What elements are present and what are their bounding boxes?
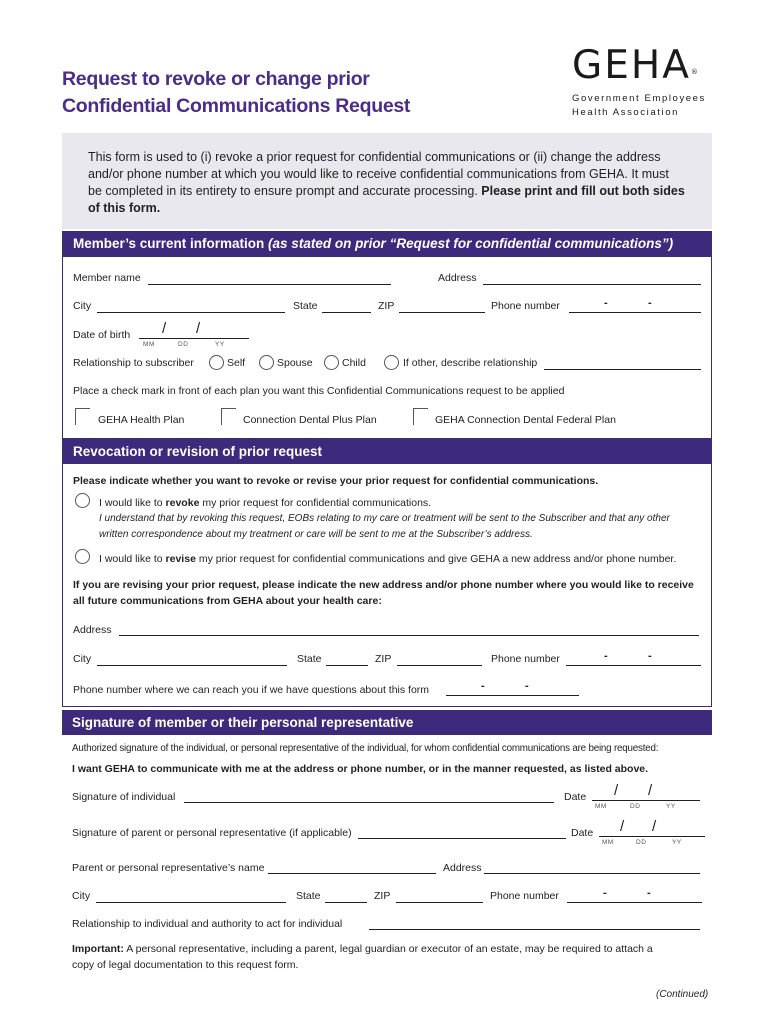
date-slash: /: [162, 320, 167, 337]
child-label: Child: [342, 357, 366, 369]
rep-city-label: City: [72, 890, 91, 902]
member-address-field[interactable]: [483, 284, 701, 285]
new-zip-field[interactable]: [397, 665, 482, 666]
member-heading-note: (as stated on prior “Request for confidential communications”): [268, 236, 674, 251]
intro-bold-text: Please print and fill out both sides of this form.: [88, 184, 685, 215]
important-label: Important:: [72, 943, 124, 955]
authorized-text: Authorized signature of the individual, or personal representative of the individual, for whom confidential communications are being requested:: [72, 743, 659, 754]
phone-dash: -: [648, 297, 652, 309]
reach-phone-label: Phone number where we can reach you if we have questions about this form: [73, 684, 430, 696]
other-relationship-field[interactable]: [544, 369, 701, 370]
member-info-section: [62, 231, 712, 439]
plan-checkbox-health[interactable]: [75, 408, 90, 425]
new-city-label: City: [73, 653, 92, 665]
revoke-note-1: I understand that by revoking this request, EOBs relating to my care or treatment will be sent to the Subscriber and that any other: [99, 513, 670, 524]
sig-parent-date-label: Date: [571, 827, 594, 839]
option-revise-word: revise: [165, 553, 196, 565]
intro-box: [62, 133, 712, 229]
new-phone-label: Phone number: [491, 653, 560, 665]
rep-name-field[interactable]: [268, 873, 436, 874]
rep-phone-label: Phone number: [490, 890, 559, 902]
signature-section: [62, 710, 712, 980]
plan-checkbox-dental-federal[interactable]: [413, 408, 428, 425]
dob-label: Date of birth: [73, 329, 131, 341]
parent-dd-hint: DD: [636, 839, 647, 846]
new-city-field[interactable]: [97, 665, 287, 666]
plan-label-dental-federal: GEHA Connection Dental Federal Plan: [435, 414, 616, 426]
parent-mm-hint: MM: [602, 839, 614, 846]
dob-field[interactable]: [139, 338, 249, 339]
plan-instruction: Place a check mark in front of each plan you want this Confidential Communications request to be applied: [73, 385, 565, 397]
phone-dash: -: [647, 887, 651, 899]
new-phone-field[interactable]: [566, 665, 701, 666]
revising-part: your prior request, please indicate the new address and/or phone number where you would like to receive: [162, 579, 694, 591]
phone-dash: -: [648, 650, 652, 662]
member-heading-text: Member’s current information: [73, 236, 265, 251]
rep-relationship-label: Relationship to individual and authority to act for individual: [72, 918, 343, 930]
revising-instruction: [73, 577, 694, 594]
member-info-heading: [63, 231, 711, 257]
sig-individual-field[interactable]: [184, 802, 554, 803]
date-slash: /: [620, 818, 625, 835]
phone-dash: -: [604, 297, 608, 309]
want-text: I want GEHA to communicate with me at the address or phone number, or in the manner requested, as listed above.: [72, 763, 649, 775]
date-slash: /: [196, 320, 201, 337]
dob-dd-hint: DD: [178, 341, 189, 348]
revocation-instruction: [73, 473, 598, 490]
option-text-part: I would like to: [99, 553, 166, 565]
new-address-field[interactable]: [119, 635, 699, 636]
option-text-part: my prior request for confidential communications.: [199, 497, 432, 509]
instruction-part: Please indicate whether you want to: [73, 475, 257, 487]
revising-instruction-2: all future communications from GEHA about your health care:: [73, 595, 382, 607]
title-line-1: Request to revoke or change prior: [62, 68, 370, 90]
spouse-radio[interactable]: [259, 355, 274, 370]
rep-relationship-field[interactable]: [369, 929, 700, 930]
logo-subtitle-1: Government Employees: [572, 93, 706, 104]
date-slash: /: [648, 782, 653, 799]
new-state-label: State: [297, 653, 322, 665]
revise-option-text: [99, 551, 676, 568]
self-radio[interactable]: [209, 355, 224, 370]
instruction-revoke: revoke: [256, 475, 291, 487]
member-city-field[interactable]: [97, 312, 285, 313]
member-zip-field[interactable]: [399, 312, 485, 313]
sig-individual-date-field[interactable]: [592, 800, 700, 801]
plan-label-dental-plus: Connection Dental Plus Plan: [243, 414, 377, 426]
sig-dd-hint: DD: [630, 803, 641, 810]
revising-word: revising: [122, 579, 163, 591]
revising-part: If you are: [73, 579, 123, 591]
parent-yy-hint: YY: [672, 839, 682, 846]
title-line-2: Confidential Communications Request: [62, 95, 411, 117]
rep-zip-label: ZIP: [374, 890, 391, 902]
revocation-section: [62, 439, 712, 707]
option-revoke-word: revoke: [165, 497, 200, 509]
member-phone-label: Phone number: [491, 300, 560, 312]
rep-address-label: Address: [443, 862, 482, 874]
rep-state-label: State: [296, 890, 321, 902]
child-radio[interactable]: [324, 355, 339, 370]
revise-radio[interactable]: [75, 549, 90, 564]
sig-individual-date-label: Date: [564, 791, 587, 803]
sig-parent-date-field[interactable]: [599, 836, 705, 837]
sig-parent-label: Signature of parent or personal representative (if applicable): [72, 827, 352, 839]
plan-checkbox-dental-plus[interactable]: [221, 408, 236, 425]
other-label: If other, describe relationship: [403, 357, 538, 369]
geha-logo: GEHA® Government Employees Health Association: [572, 46, 722, 119]
signature-heading: Signature of member or their personal representative: [62, 710, 712, 735]
member-address-label: Address: [438, 272, 477, 284]
rep-address-field[interactable]: [484, 873, 700, 874]
member-zip-label: ZIP: [378, 300, 395, 312]
revoke-radio[interactable]: [75, 493, 90, 508]
phone-dash: -: [603, 887, 607, 899]
member-state-field[interactable]: [322, 312, 371, 313]
date-slash: /: [614, 782, 619, 799]
new-address-label: Address: [73, 624, 112, 636]
member-name-label: Member name: [73, 272, 141, 284]
revoke-option-text: [99, 495, 431, 512]
important-note-2: copy of legal documentation to this request form.: [72, 959, 299, 971]
phone-dash: -: [481, 680, 485, 692]
relationship-label: Relationship to subscriber: [73, 357, 194, 369]
instruction-part: or: [290, 475, 307, 487]
sig-yy-hint: YY: [666, 803, 676, 810]
dob-yy-hint: YY: [215, 341, 225, 348]
dob-mm-hint: MM: [143, 341, 155, 348]
option-text-part: I would like to: [99, 497, 166, 509]
rep-phone-field[interactable]: [567, 902, 702, 903]
sig-mm-hint: MM: [595, 803, 607, 810]
rep-state-field[interactable]: [325, 902, 367, 903]
revocation-heading: Revocation or revision of prior request: [63, 439, 711, 464]
rep-name-label: Parent or personal representative’s name: [72, 862, 265, 874]
self-label: Self: [227, 357, 246, 369]
new-zip-label: ZIP: [375, 653, 392, 665]
sig-parent-field[interactable]: [358, 838, 566, 839]
revoke-note-2: written correspondence about my treatment or care will be sent to me at the Subscriber’s address.: [99, 529, 533, 540]
plan-label-health: GEHA Health Plan: [98, 414, 185, 426]
important-text: A personal representative, including a parent, legal guardian or executor of an estate, may be required to attach a: [123, 943, 653, 955]
intro-text: This form is used to (i) revoke a prior request for confidential communications or (ii) change the address and/or phone number at which you would like to receive confidential communications from GEHA. It must be completed in its entirety to ensure prompt and accurate processing.: [88, 150, 669, 198]
sig-individual-label: Signature of individual: [72, 791, 176, 803]
instruction-revise: revise: [306, 475, 337, 487]
other-radio[interactable]: [384, 355, 399, 370]
form-title: [62, 66, 410, 120]
logo-mark: GEHA: [572, 43, 691, 88]
member-phone-field[interactable]: [569, 312, 701, 313]
phone-dash: -: [525, 680, 529, 692]
logo-subtitle-2: Health Association: [572, 106, 679, 118]
member-name-field[interactable]: [148, 284, 391, 285]
date-slash: /: [652, 818, 657, 835]
member-city-label: City: [73, 300, 92, 312]
rep-zip-field[interactable]: [396, 902, 483, 903]
member-state-label: State: [293, 300, 318, 312]
rep-city-field[interactable]: [96, 902, 286, 903]
reach-phone-field[interactable]: [446, 695, 579, 696]
important-note: [72, 941, 702, 958]
new-state-field[interactable]: [326, 665, 368, 666]
spouse-label: Spouse: [277, 357, 313, 369]
option-text-part: my prior request for confidential communications and give GEHA a new address and/or phone number.: [195, 553, 677, 565]
instruction-part: your prior request for confidential communications.: [336, 475, 599, 487]
continued-label: (Continued): [656, 989, 709, 1000]
phone-dash: -: [604, 650, 608, 662]
